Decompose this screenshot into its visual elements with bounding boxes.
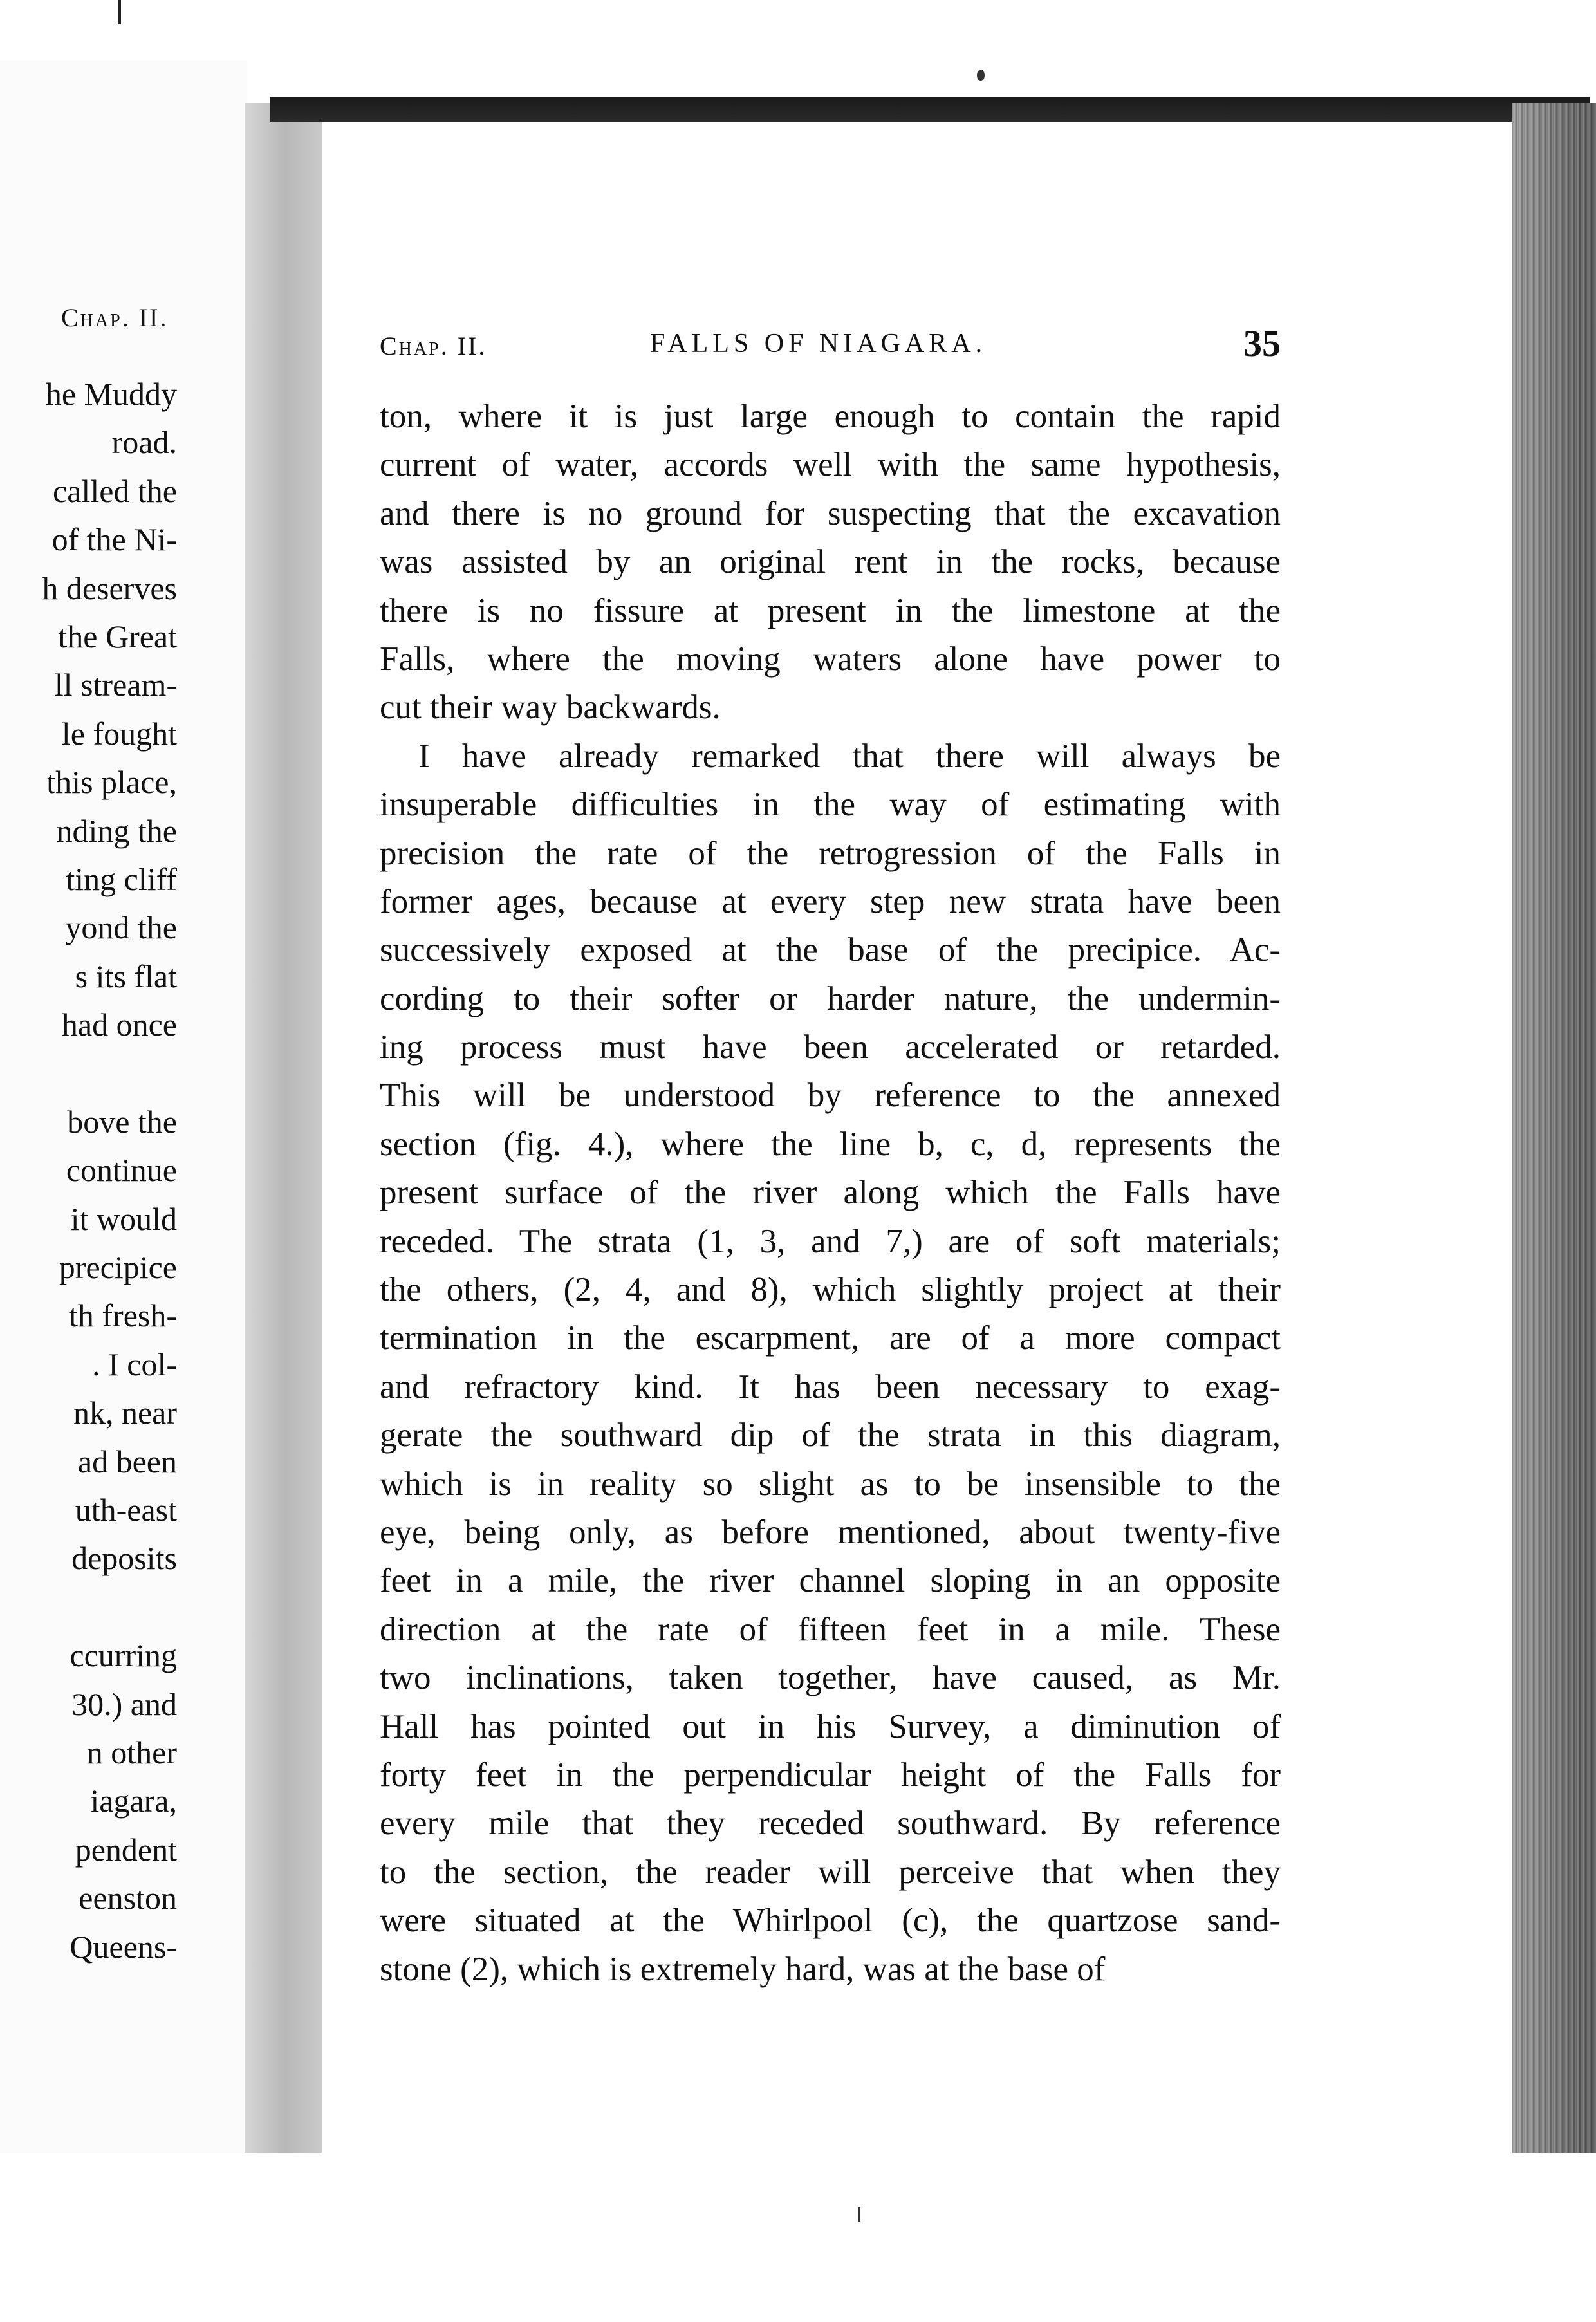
text-line: to the section, the reader will perceive that when they (380, 1853, 1281, 1891)
text-line: stone (2), which is extremely hard, was at the base of (380, 1950, 1106, 1988)
left-page-line: s its flat (75, 958, 177, 994)
text-line: cut their way backwards. (380, 689, 721, 727)
text-line: were situated at the Whirlpool (c), the quartzose sand- (380, 1902, 1281, 1940)
left-page-line: eenston (79, 1880, 177, 1917)
left-page-line: had once (61, 1007, 177, 1043)
text-line: Falls, where the moving waters alone have power to (380, 640, 1281, 678)
text-line: ing process must have been accelerated or retarded. (380, 1028, 1281, 1066)
left-page-line: road. (111, 424, 177, 461)
left-page-line: called the (53, 472, 177, 509)
page-edge-stack (1512, 103, 1596, 2175)
text-line: present surface of the river along which the Falls have (380, 1174, 1281, 1212)
left-page-line: n other (86, 1734, 177, 1770)
left-page-line: precipice (59, 1249, 177, 1286)
text-line: which is in reality so slight as to be insensible to the (380, 1465, 1281, 1503)
left-page-line: le fought (61, 715, 177, 752)
text-line: former ages, because at every step new strata have been (380, 882, 1281, 920)
text-line: gerate the southward dip of the strata in this diagram, (380, 1416, 1281, 1454)
text-line: termination in the escarpment, are of a more compact (380, 1319, 1281, 1357)
left-page-line: 30.) and (71, 1686, 177, 1722)
left-page-line: uth-east (75, 1491, 177, 1528)
left-page-line: it would (70, 1200, 177, 1237)
text-line: receded. The strata (1, 3, and 7,) are of soft materials; (380, 1222, 1281, 1260)
text-line: ton, where it is just large enough to contain the rapid (380, 398, 1281, 435)
scan-speck (977, 70, 985, 81)
left-page-line: h deserves (42, 570, 177, 606)
text-line: cording to their softer or harder nature, the undermin- (380, 980, 1281, 1017)
chapter-label: Chap. II. (380, 331, 487, 360)
body-text (380, 393, 1281, 1994)
left-page-line: ting cliff (66, 860, 177, 897)
left-page-line: th fresh- (69, 1297, 177, 1334)
left-page-line: . I col- (92, 1346, 177, 1382)
left-page-line: iagara, (90, 1783, 177, 1819)
running-head (380, 322, 1281, 364)
left-page-line: nk, near (73, 1395, 177, 1431)
running-title: FALLS OF NIAGARA. (650, 329, 987, 358)
left-page-line: pendent (75, 1831, 177, 1868)
text-line: eye, being only, as before mentioned, about twenty-five (380, 1513, 1281, 1551)
left-page-line: he Muddy (45, 376, 177, 412)
left-page-line: ccurring (70, 1637, 177, 1674)
text-line: the others, (2, 4, and 8), which slightly project at their (380, 1271, 1281, 1309)
text-line: precision the rate of the retrogression of the Falls in (380, 834, 1281, 872)
left-page-line (0, 1583, 177, 1631)
text-line: Hall has pointed out in his Survey, a diminution of (380, 1707, 1281, 1745)
left-page-line: continue (66, 1152, 177, 1189)
text-line: every mile that they receded southward. By reference (380, 1805, 1281, 1843)
text-line: feet in a mile, the river channel sloping in an opposite (380, 1562, 1281, 1600)
text-line: current of water, accords well with the same hypothesis, (380, 446, 1281, 484)
left-page-line: this place, (46, 764, 177, 801)
gutter-shadow (245, 103, 335, 2162)
scan-speck (858, 2207, 860, 2222)
left-page-line: Queens- (70, 1928, 177, 1965)
left-page-line: nding the (56, 812, 177, 849)
left-page-line: yond the (65, 909, 177, 946)
text-line: forty feet in the perpendicular height of the Falls for (380, 1756, 1281, 1794)
left-page-chapter-label: Chap. II. (61, 303, 169, 332)
text-line: direction at the rate of fifteen feet in a mile. These (380, 1610, 1281, 1648)
text-line: was assisted by an original rent in the rocks, because (380, 543, 1281, 581)
left-page-line: of the Ni- (51, 521, 177, 558)
scan-speck (118, 0, 121, 24)
left-page-line: the Great (58, 618, 177, 655)
page-number: 35 (1243, 322, 1281, 364)
text-line: there is no fissure at present in the limestone at the (380, 591, 1281, 629)
left-page-line: ll stream- (54, 667, 177, 703)
left-page-text (0, 370, 177, 1971)
text-line: section (fig. 4.), where the line b, c, d, represents the (380, 1125, 1281, 1163)
text-line: This will be understood by reference to the annexed (380, 1077, 1281, 1115)
left-page-line: bove the (67, 1103, 177, 1140)
left-page-line (0, 1049, 177, 1097)
book-edge-top (270, 97, 1590, 122)
text-line: successively exposed at the base of the precipice. Ac- (380, 931, 1281, 969)
left-page-line: ad been (77, 1443, 177, 1480)
text-line: insuperable difficulties in the way of estimating with (380, 786, 1281, 824)
text-line: two inclinations, taken together, have caused, as Mr. (380, 1659, 1281, 1697)
text-line: and refractory kind. It has been necessary to exag- (380, 1368, 1281, 1406)
scan-margin-bottom (0, 2153, 1596, 2322)
text-line: I have already remarked that there will always be (418, 737, 1281, 775)
text-line: and there is no ground for suspecting that the excavation (380, 494, 1281, 532)
left-page-line: deposits (71, 1540, 177, 1577)
